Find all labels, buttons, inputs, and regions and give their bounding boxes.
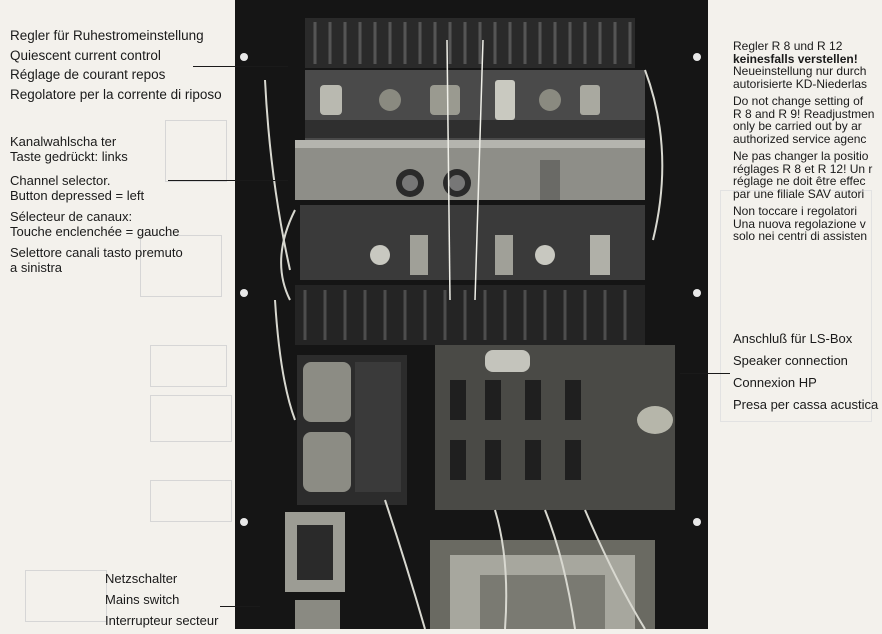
warning-en-2: R 8 and R 9! Readjustmen (733, 106, 875, 121)
speaker-label-en: Speaker connection (733, 353, 848, 368)
channel-label-it-1: Selettore canali tasto premuto (10, 245, 183, 260)
leader-line-speaker (680, 373, 730, 374)
speaker-connection-label-group (733, 328, 878, 416)
channel-selector-label-group (10, 134, 183, 275)
faded-background-box (150, 480, 232, 522)
mains-label-de: Netzschalter (105, 571, 178, 586)
mains-switch-label-group (105, 568, 218, 631)
warning-en-1: Do not change setting of (733, 94, 864, 108)
faded-background-box (150, 345, 227, 387)
warning-it-3: solo nei centri di assisten (733, 229, 868, 243)
warning-fr-1: Ne pas changer la positio (733, 149, 869, 163)
amplifier-photo (235, 0, 708, 629)
amplifier-internals-illustration (235, 0, 708, 629)
warning-it-1: Non toccare i regolatori (733, 204, 858, 218)
channel-label-de-1: Kanalwahlscha ter (10, 134, 117, 149)
quiescent-label-it: Regolatore per la corrente di riposo (10, 86, 222, 102)
quiescent-label-en: Quiescent current control (10, 47, 161, 63)
warning-de-3: Neueinstellung nur durch (733, 64, 867, 78)
mains-label-fr: Interrupteur secteur (105, 613, 219, 628)
warning-en-4: authorized service agenc (733, 131, 867, 146)
warning-de-4: autorisierte KD-Niederlas (733, 76, 868, 91)
channel-label-it-2: a sinistra (10, 260, 63, 275)
warning-fr-2: réglages R 8 et R 12! Un r (733, 161, 873, 176)
warning-fr-4: par une filiale SAV autori (733, 186, 865, 201)
warning-de-1: Regler R 8 und R 12 (733, 40, 843, 53)
faded-background-box (150, 395, 232, 442)
quiescent-label-fr: Réglage de courant repos (10, 67, 166, 82)
speaker-label-fr: Connexion HP (733, 375, 817, 390)
adjustment-warning-group (733, 40, 882, 243)
warning-it-2: Una nuova regolazione v (733, 216, 866, 231)
quiescent-current-label-group (10, 26, 222, 104)
warning-en-3: only be carried out by ar (733, 119, 862, 133)
channel-label-fr-2: Touche enclenchée = gauche (10, 224, 180, 239)
channel-label-en-1: Channel selector. (10, 173, 111, 188)
channel-label-en-2: Button depressed = left (10, 188, 145, 203)
leader-line-mains (220, 606, 260, 607)
channel-label-de-2: Taste gedrückt: links (10, 149, 128, 164)
faded-background-box (25, 570, 107, 622)
leader-line-channel (168, 180, 288, 181)
mains-label-en: Mains switch (105, 592, 180, 607)
channel-label-fr-1: Sélecteur de canaux: (10, 209, 133, 224)
warning-de-2: keinesfalls verstellen! (733, 51, 858, 66)
speaker-label-de: Anschluß für LS-Box (733, 331, 853, 346)
quiescent-label-de: Regler für Ruhestromeinstellung (10, 28, 204, 43)
speaker-label-it: Presa per cassa acustica (733, 397, 879, 412)
warning-fr-3: réglage ne doit être effec (733, 174, 866, 188)
